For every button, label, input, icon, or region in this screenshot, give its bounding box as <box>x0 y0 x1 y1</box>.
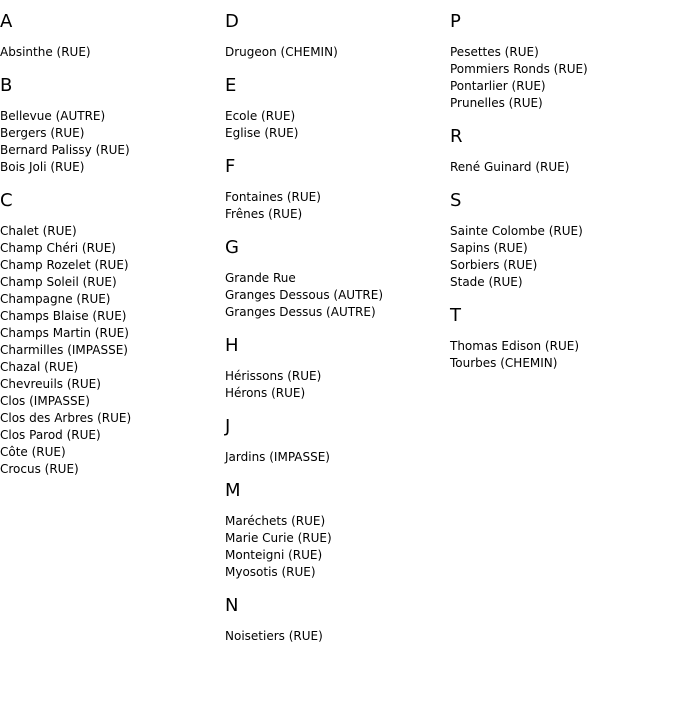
street-link[interactable]: Sainte Colombe (RUE) <box>450 224 583 238</box>
street-link[interactable]: Clos (IMPASSE) <box>0 394 90 408</box>
letter-group-n <box>225 596 450 645</box>
street-link[interactable]: Pontarlier (RUE) <box>450 79 546 93</box>
street-list <box>0 223 225 478</box>
letter-heading: P <box>450 11 461 32</box>
street-list <box>225 513 450 581</box>
letter-heading: T <box>450 305 461 326</box>
letter-group-j <box>225 417 450 466</box>
street-link[interactable]: Fontaines (RUE) <box>225 190 321 204</box>
street-link[interactable]: Bernard Palissy (RUE) <box>0 143 130 157</box>
street-link[interactable]: René Guinard (RUE) <box>450 160 570 174</box>
street-link[interactable]: Champ Chéri (RUE) <box>0 241 116 255</box>
street-link[interactable]: Chazal (RUE) <box>0 360 79 374</box>
letter-heading: G <box>225 237 239 258</box>
street-link[interactable]: Noisetiers (RUE) <box>225 629 323 643</box>
street-link[interactable]: Grande Rue <box>225 271 296 285</box>
letter-heading: C <box>0 190 13 211</box>
letter-heading: R <box>450 126 463 147</box>
street-list <box>225 368 450 402</box>
letter-heading: D <box>225 11 239 32</box>
street-link[interactable]: Charmilles (IMPASSE) <box>0 343 128 357</box>
street-link[interactable]: Champs Blaise (RUE) <box>0 309 127 323</box>
street-link[interactable]: Champ Rozelet (RUE) <box>0 258 129 272</box>
street-link[interactable]: Granges Dessus (AUTRE) <box>225 305 376 319</box>
letter-heading: B <box>0 75 13 96</box>
street-list <box>225 270 450 321</box>
letter-group-c <box>0 191 225 478</box>
street-link[interactable]: Frênes (RUE) <box>225 207 303 221</box>
street-link[interactable]: Champs Martin (RUE) <box>0 326 129 340</box>
letter-heading: E <box>225 75 237 96</box>
letter-heading: N <box>225 595 239 616</box>
street-list <box>450 159 675 176</box>
street-list <box>450 223 675 291</box>
letter-heading: H <box>225 335 239 356</box>
street-link[interactable]: Champagne (RUE) <box>0 292 111 306</box>
street-link[interactable]: Granges Dessous (AUTRE) <box>225 288 384 302</box>
street-link[interactable]: Clos des Arbres (RUE) <box>0 411 132 425</box>
street-link[interactable]: Prunelles (RUE) <box>450 96 543 110</box>
street-list <box>450 338 675 372</box>
street-link[interactable]: Myosotis (RUE) <box>225 565 316 579</box>
letter-group-f <box>225 157 450 223</box>
street-link[interactable]: Marie Curie (RUE) <box>225 531 332 545</box>
letter-heading: A <box>0 11 13 32</box>
index-column-1 <box>0 0 225 478</box>
letter-heading: F <box>225 156 236 177</box>
street-list <box>225 628 450 645</box>
letter-group-t <box>450 306 675 372</box>
street-list <box>225 108 450 142</box>
street-link[interactable]: Drugeon (CHEMIN) <box>225 45 338 59</box>
street-list <box>225 44 450 61</box>
street-link[interactable]: Côte (RUE) <box>0 445 66 459</box>
street-list <box>0 44 225 61</box>
letter-group-d <box>225 12 450 61</box>
street-link[interactable]: Jardins (IMPASSE) <box>225 450 330 464</box>
letter-group-h <box>225 336 450 402</box>
street-link[interactable]: Hérons (RUE) <box>225 386 306 400</box>
street-link[interactable]: Clos Parod (RUE) <box>0 428 101 442</box>
street-link[interactable]: Hérissons (RUE) <box>225 369 322 383</box>
letter-group-p <box>450 12 675 112</box>
street-link[interactable]: Crocus (RUE) <box>0 462 79 476</box>
street-link[interactable]: Pesettes (RUE) <box>450 45 539 59</box>
street-list <box>0 108 225 176</box>
street-link[interactable]: Chalet (RUE) <box>0 224 77 238</box>
street-link[interactable]: Champ Soleil (RUE) <box>0 275 117 289</box>
letter-group-e <box>225 76 450 142</box>
street-link[interactable]: Maréchets (RUE) <box>225 514 326 528</box>
letter-group-s <box>450 191 675 291</box>
street-link[interactable]: Tourbes (CHEMIN) <box>450 356 558 370</box>
street-link[interactable]: Thomas Edison (RUE) <box>450 339 579 353</box>
index-column-2 <box>225 0 450 645</box>
letter-group-g <box>225 238 450 321</box>
street-link[interactable]: Sorbiers (RUE) <box>450 258 538 272</box>
street-link[interactable]: Sapins (RUE) <box>450 241 528 255</box>
letter-heading: J <box>225 416 231 437</box>
street-list <box>225 189 450 223</box>
letter-group-r <box>450 127 675 176</box>
street-list <box>225 449 450 466</box>
letter-group-b <box>0 76 225 176</box>
street-link[interactable]: Stade (RUE) <box>450 275 523 289</box>
street-link[interactable]: Bois Joli (RUE) <box>0 160 85 174</box>
street-link[interactable]: Bellevue (AUTRE) <box>0 109 106 123</box>
letter-group-m <box>225 481 450 581</box>
letter-heading: S <box>450 190 462 211</box>
street-list <box>450 44 675 112</box>
street-link[interactable]: Ecole (RUE) <box>225 109 296 123</box>
index-column-3 <box>450 0 675 372</box>
street-link[interactable]: Bergers (RUE) <box>0 126 85 140</box>
street-link[interactable]: Eglise (RUE) <box>225 126 299 140</box>
letter-group-a <box>0 12 225 61</box>
street-link[interactable]: Absinthe (RUE) <box>0 45 91 59</box>
street-link[interactable]: Monteigni (RUE) <box>225 548 323 562</box>
street-link[interactable]: Chevreuils (RUE) <box>0 377 101 391</box>
letter-heading: M <box>225 480 241 501</box>
street-link[interactable]: Pommiers Ronds (RUE) <box>450 62 588 76</box>
